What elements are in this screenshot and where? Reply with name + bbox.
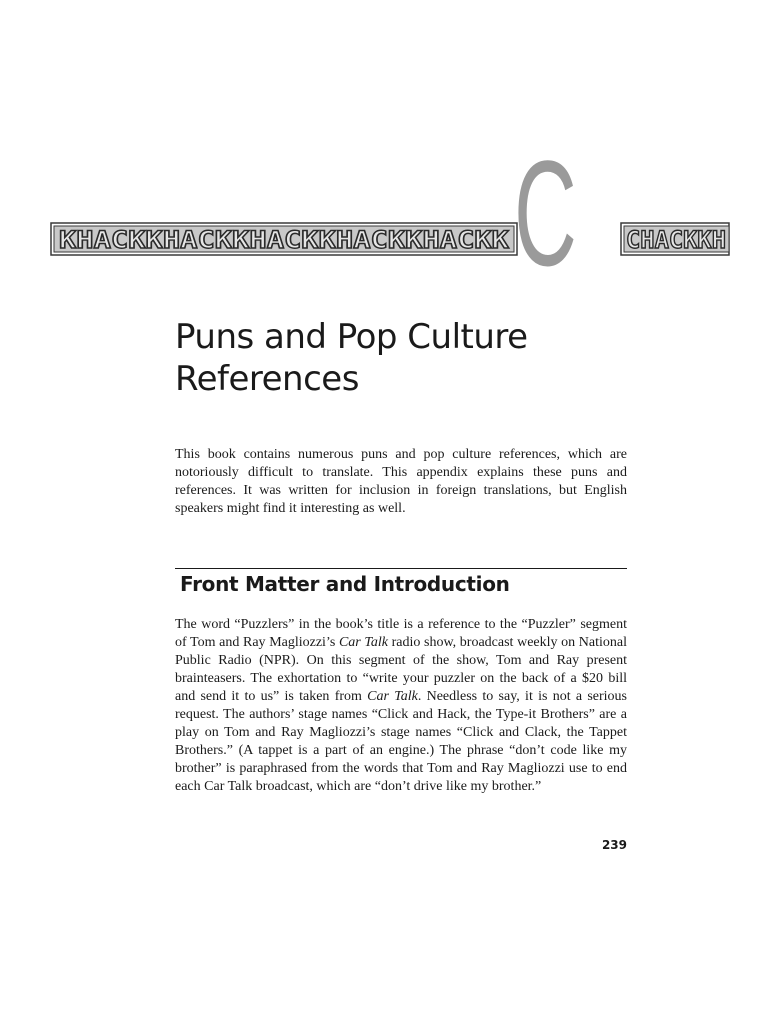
chapter-letter	[514, 129, 594, 297]
chapter-banner-right	[620, 222, 730, 256]
body-italic-2: Car Talk	[367, 689, 418, 704]
section-rule	[175, 568, 627, 569]
banner-left-text: KHACKKHACKKHACKKHACKKHACKK	[59, 226, 510, 254]
chapter-banner-left	[50, 222, 518, 256]
chapter-letter-text: C	[514, 129, 577, 297]
body-italic-1: Car Talk	[338, 635, 388, 650]
body-text-1: The word “Puzzlers” in the book’s title is a reference to the “Puzzler” segment of Tom and Ray Magliozzi’s	[175, 617, 627, 650]
chapter-title-line-2: References	[175, 359, 359, 399]
section-heading: Front Matter and Introduction	[180, 572, 510, 596]
intro-paragraph: This book contains numerous puns and pop culture references, which are notoriously difficult to translate. This appendix explains these puns and references. It was written for inclusion in foreign translations, but English speakers might find it interesting as well.	[175, 447, 627, 516]
page-number: 239	[601, 838, 627, 852]
body-text-3: . Needless to say, it is not a serious request. The authors’ stage names “Click and Hack, the Type-it Brothers” are a play on Tom and Ray Magliozzi’s stage names “Click and Clack, the Tappet Brothers.” (A tappet is a part of an engine.) The phrase “don’t code like my brother” is paraphrased from the words that Tom and Ray Magliozzi use to end each Car Talk broadcast, which are “don’t drive like my brother.”	[175, 689, 627, 794]
chapter-title-line-1: Puns and Pop Culture	[175, 317, 528, 357]
section-body-paragraph	[175, 616, 627, 796]
body-text-2: radio show, broadcast weekly on National Public Radio (NPR). On this segment of the show, Tom and Ray present brainteasers. The exhortation to “write your puzzler on the back of a $20 bill and send it to us” is taken from	[175, 635, 627, 704]
chapter-title	[175, 316, 635, 400]
banner-right-text: CHACKKH	[626, 226, 726, 254]
